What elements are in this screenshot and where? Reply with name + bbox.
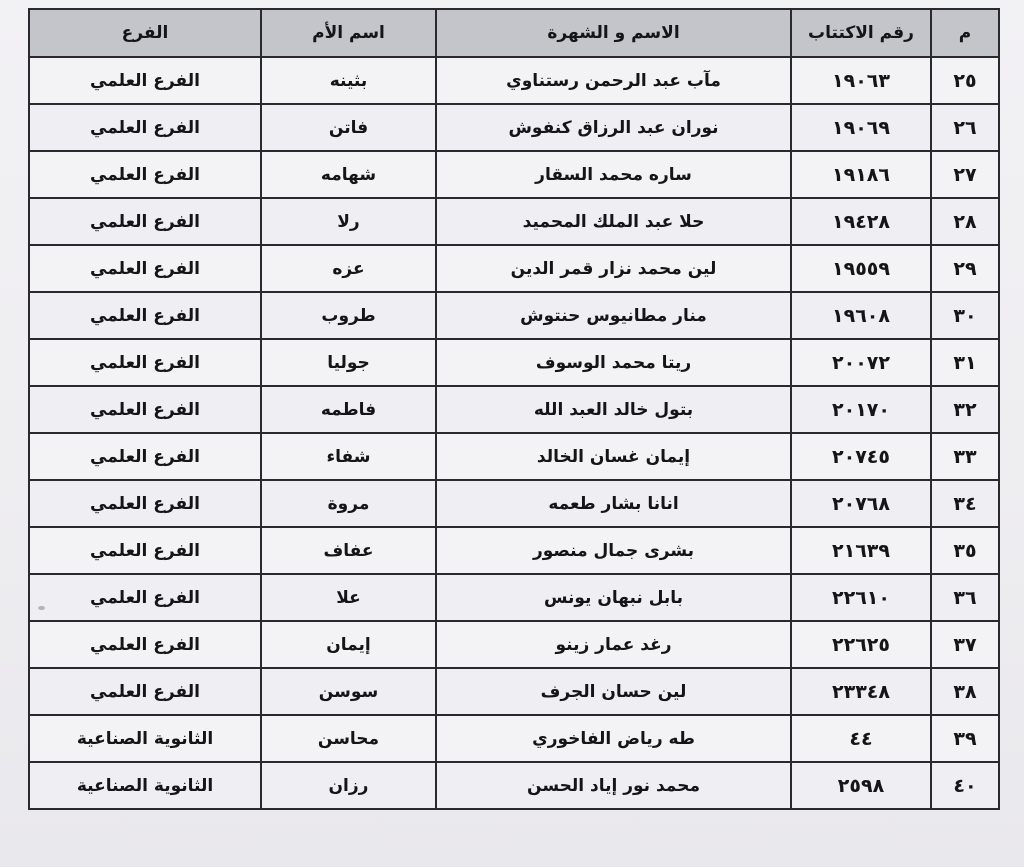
cell-number: ٣٩	[931, 715, 999, 762]
cell-full-name: لين حسان الجرف	[436, 668, 791, 715]
cell-mother-name: محاسن	[261, 715, 436, 762]
cell-full-name: إيمان غسان الخالد	[436, 433, 791, 480]
cell-mother-name: مروة	[261, 480, 436, 527]
cell-mother-name: شهامه	[261, 151, 436, 198]
cell-number: ٣٦	[931, 574, 999, 621]
table-row	[29, 245, 999, 292]
header-mother-name: اسم الأم	[261, 9, 436, 57]
cell-mother-name: علا	[261, 574, 436, 621]
cell-mother-name: إيمان	[261, 621, 436, 668]
cell-number: ٢٦	[931, 104, 999, 151]
cell-registration-number: ١٩٠٦٣	[791, 57, 931, 104]
cell-mother-name: سوسن	[261, 668, 436, 715]
header-full-name: الاسم و الشهرة	[436, 9, 791, 57]
cell-number: ٢٩	[931, 245, 999, 292]
table-row	[29, 386, 999, 433]
cell-mother-name: عفاف	[261, 527, 436, 574]
cell-number: ٢٨	[931, 198, 999, 245]
cell-branch: الثانوية الصناعية	[29, 762, 261, 809]
cell-mother-name: فاتن	[261, 104, 436, 151]
table-row	[29, 480, 999, 527]
cell-mother-name: رلا	[261, 198, 436, 245]
cell-full-name: نوران عبد الرزاق كنفوش	[436, 104, 791, 151]
cell-registration-number: ٢٠٧٤٥	[791, 433, 931, 480]
cell-branch: الفرع العلمي	[29, 621, 261, 668]
cell-mother-name: جوليا	[261, 339, 436, 386]
scan-smudge	[38, 606, 45, 610]
cell-branch: الفرع العلمي	[29, 386, 261, 433]
table-row	[29, 527, 999, 574]
cell-number: ٣١	[931, 339, 999, 386]
cell-number: ٣٠	[931, 292, 999, 339]
cell-number: ٤٠	[931, 762, 999, 809]
cell-full-name: مآب عبد الرحمن رستناوي	[436, 57, 791, 104]
cell-full-name: انانا بشار طعمه	[436, 480, 791, 527]
table-header-row	[29, 9, 999, 57]
cell-branch: الفرع العلمي	[29, 57, 261, 104]
cell-number: ٢٧	[931, 151, 999, 198]
cell-mother-name: رزان	[261, 762, 436, 809]
cell-branch: الفرع العلمي	[29, 668, 261, 715]
cell-registration-number: ٢٢٦١٠	[791, 574, 931, 621]
cell-branch: الفرع العلمي	[29, 527, 261, 574]
cell-branch: الفرع العلمي	[29, 104, 261, 151]
cell-full-name: حلا عبد الملك المحميد	[436, 198, 791, 245]
cell-branch: الفرع العلمي	[29, 151, 261, 198]
header-registration-number: رقم الاكتتاب	[791, 9, 931, 57]
cell-number: ٣٧	[931, 621, 999, 668]
header-number: م	[931, 9, 999, 57]
cell-registration-number: ٢٥٩٨	[791, 762, 931, 809]
cell-branch: الفرع العلمي	[29, 480, 261, 527]
cell-registration-number: ١٩١٨٦	[791, 151, 931, 198]
table-row	[29, 668, 999, 715]
table-row	[29, 198, 999, 245]
cell-registration-number: ٢٠٠٧٢	[791, 339, 931, 386]
cell-registration-number: ١٩٠٦٩	[791, 104, 931, 151]
cell-mother-name: شفاء	[261, 433, 436, 480]
cell-registration-number: ٢٠١٧٠	[791, 386, 931, 433]
cell-branch: الفرع العلمي	[29, 292, 261, 339]
cell-full-name: طه رياض الفاخوري	[436, 715, 791, 762]
cell-mother-name: طروب	[261, 292, 436, 339]
cell-full-name: محمد نور إياد الحسن	[436, 762, 791, 809]
cell-registration-number: ٢٣٣٤٨	[791, 668, 931, 715]
cell-number: ٣٤	[931, 480, 999, 527]
cell-registration-number: ١٩٦٠٨	[791, 292, 931, 339]
cell-number: ٢٥	[931, 57, 999, 104]
table-row	[29, 339, 999, 386]
cell-mother-name: بثينه	[261, 57, 436, 104]
cell-full-name: بابل نبهان يونس	[436, 574, 791, 621]
table-row	[29, 621, 999, 668]
results-table-container	[28, 8, 998, 810]
cell-full-name: لين محمد نزار قمر الدين	[436, 245, 791, 292]
results-table	[28, 8, 1000, 810]
cell-mother-name: عزه	[261, 245, 436, 292]
cell-branch: الفرع العلمي	[29, 245, 261, 292]
cell-registration-number: ١٩٥٥٩	[791, 245, 931, 292]
cell-number: ٣٨	[931, 668, 999, 715]
cell-full-name: ريتا محمد الوسوف	[436, 339, 791, 386]
cell-registration-number: ١٩٤٢٨	[791, 198, 931, 245]
cell-branch: الثانوية الصناعية	[29, 715, 261, 762]
cell-branch: الفرع العلمي	[29, 433, 261, 480]
cell-mother-name: فاطمه	[261, 386, 436, 433]
cell-full-name: رغد عمار زينو	[436, 621, 791, 668]
cell-number: ٣٣	[931, 433, 999, 480]
cell-branch: الفرع العلمي	[29, 574, 261, 621]
cell-full-name: منار مطانيوس حنتوش	[436, 292, 791, 339]
header-branch: الفرع	[29, 9, 261, 57]
cell-full-name: ساره محمد السقار	[436, 151, 791, 198]
cell-branch: الفرع العلمي	[29, 339, 261, 386]
table-row	[29, 574, 999, 621]
cell-registration-number: ٢١٦٣٩	[791, 527, 931, 574]
cell-full-name: بشرى جمال منصور	[436, 527, 791, 574]
cell-registration-number: ٢٢٦٢٥	[791, 621, 931, 668]
table-row	[29, 57, 999, 104]
cell-registration-number: ٢٠٧٦٨	[791, 480, 931, 527]
table-row	[29, 151, 999, 198]
cell-full-name: بتول خالد العبد الله	[436, 386, 791, 433]
cell-number: ٣٥	[931, 527, 999, 574]
table-row	[29, 104, 999, 151]
table-row	[29, 292, 999, 339]
cell-branch: الفرع العلمي	[29, 198, 261, 245]
cell-registration-number: ٤٤	[791, 715, 931, 762]
table-row	[29, 762, 999, 809]
table-row	[29, 433, 999, 480]
table-row	[29, 715, 999, 762]
cell-number: ٣٢	[931, 386, 999, 433]
